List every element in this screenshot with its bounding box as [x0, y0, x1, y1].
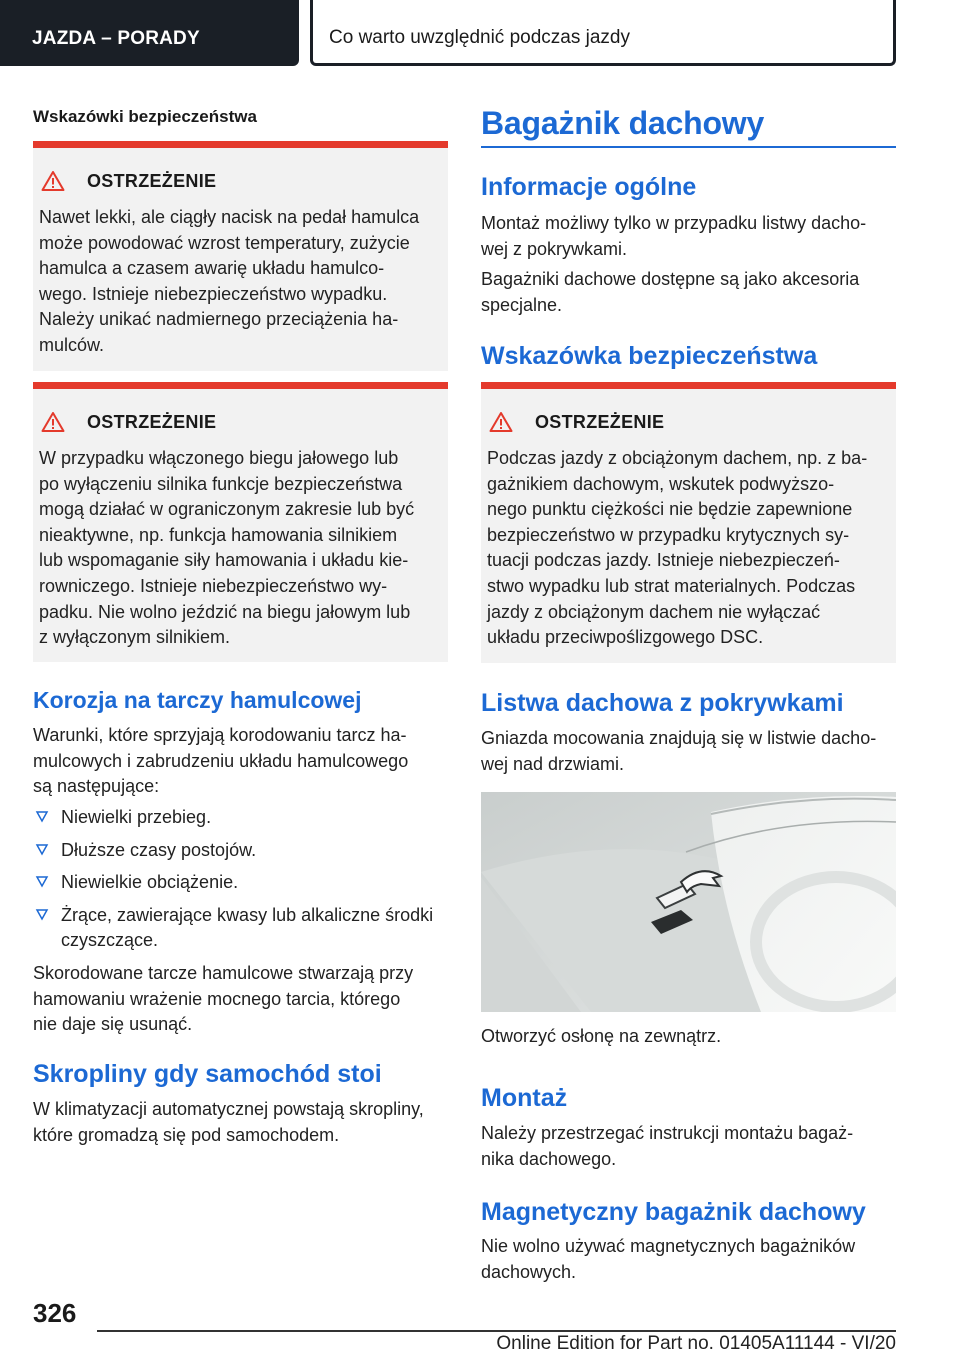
magnetic-rack-heading: Magnetyczny bagażnik dachowy — [481, 1198, 866, 1226]
list-item-text: Żrące, zawierające kwasy lub alkaliczne środki czyszczące. — [61, 904, 434, 950]
bullet-triangle-icon — [35, 906, 49, 922]
text-line: Skorodowane tarcze hamulcowe stwarzają przy — [33, 963, 414, 983]
condensate-text — [33, 1097, 453, 1148]
warning-header — [41, 170, 216, 192]
warning-line: rowniczego. Istnieje niebezpieczeństwo wy- — [39, 575, 388, 596]
mounting-heading: Montaż — [481, 1084, 568, 1112]
bullet-triangle-icon — [35, 808, 49, 824]
warning-line: jazdy z obciążonym dachem nie wyłączać — [487, 601, 821, 622]
warning-triangle-icon — [489, 411, 513, 433]
warning-line: hamulca a czasem awarię układu hamulco- — [39, 258, 385, 279]
text-line: Należy przestrzegać instrukcji montażu bagaż- — [481, 1123, 854, 1143]
text-line: dachowych. — [481, 1261, 577, 1282]
warning-triangle-icon — [41, 170, 65, 192]
text-line: W klimatyzacji automatycznej powstają skropliny, — [33, 1099, 424, 1119]
list-item — [33, 805, 453, 831]
warning-body — [487, 446, 890, 651]
header-section-tab — [0, 0, 299, 66]
text-line: wej nad drzwiami. — [481, 753, 625, 774]
warning-title: OSTRZEŻENIE — [87, 411, 217, 432]
text-line: specjalne. — [481, 294, 563, 315]
list-item — [33, 838, 453, 864]
safety-tips-heading: Wskazówki bezpieczeństwa — [33, 107, 257, 126]
corrosion-outro — [33, 961, 448, 1038]
warning-title: OSTRZEŻENIE — [535, 411, 665, 432]
mounting-text — [481, 1121, 896, 1172]
page-number: 326 — [33, 1298, 77, 1328]
warning-box-loaded-roof — [481, 382, 896, 663]
warning-box-brake-pressure — [33, 141, 448, 371]
general-info-p2 — [481, 267, 896, 318]
warning-line: padku. Nie wolno jeździć na biegu jałowym lub — [39, 601, 411, 622]
warning-line: Należy unikać nadmiernego przeciążenia ha- — [39, 309, 399, 330]
roof-rail-heading: Listwa dachowa z pokrywkami — [481, 689, 844, 717]
header-title: Co warto uwzględnić podczas jazdy — [329, 27, 630, 48]
warning-line: bezpieczeństwo w przypadku krytycznych sy- — [487, 524, 850, 545]
warning-line: wego. Istnieje niebezpieczeństwo wypadku. — [39, 283, 388, 304]
general-info-p1 — [481, 211, 896, 262]
warning-header — [41, 411, 216, 433]
magnetic-rack-text — [481, 1234, 896, 1285]
warning-line: Podczas jazdy z obciążonym dachem, np. z ba- — [487, 448, 868, 468]
general-info-heading: Informacje ogólne — [481, 173, 697, 201]
warning-line: może powodować wzrost temperatury, zużycie — [39, 232, 410, 253]
text-line: które gromadzą się pod samochodem. — [33, 1124, 340, 1145]
warning-title: OSTRZEŻENIE — [87, 170, 217, 191]
text-line: hamowaniu wrażenie mocnego tarcia, którego — [33, 988, 401, 1009]
footer-divider — [97, 1330, 896, 1332]
warning-line: z wyłączonym silnikiem. — [39, 627, 231, 648]
text-line: Warunki, które sprzyjają korodowaniu tarcz ha- — [33, 725, 407, 745]
header-section-label: JAZDA – PORADY — [32, 28, 200, 49]
roof-rail-cover-photo — [481, 792, 896, 1012]
warning-line: nego punktu ciężkości nie będzie zapewnione — [487, 499, 853, 520]
warning-line: stwo wypadku lub strat materialnych. Podczas — [487, 575, 856, 596]
warning-line: Nawet lekki, ale ciągły nacisk na pedał hamulca — [39, 207, 420, 227]
list-item-text: Niewielkie obciążenie. — [61, 872, 239, 892]
warning-triangle-icon — [41, 411, 65, 433]
warning-line: układu przeciwpoślizgowego DSC. — [487, 627, 764, 648]
corrosion-heading: Korozja na tarczy hamulcowej — [33, 687, 362, 713]
list-item-text: Dłuższe czasy postojów. — [61, 839, 257, 860]
warning-line: tuacji podczas jazdy. Istnieje niebezpieczeń- — [487, 550, 840, 571]
text-line: Nie wolno używać magnetycznych bagażników — [481, 1236, 856, 1256]
warning-body — [39, 205, 442, 359]
warning-line: mulców. — [39, 334, 105, 355]
header-title-tab — [310, 0, 896, 66]
text-line: Gniazda mocowania znajdują się w listwie dacho- — [481, 728, 877, 748]
roof-rail-illustration — [481, 792, 896, 1012]
list-item — [33, 870, 453, 896]
text-line: nie daje się usunąć. — [33, 1014, 193, 1034]
warning-line: gażnikiem dachowym, wskutek podwyższo- — [487, 473, 835, 494]
condensate-heading: Skropliny gdy samochód stoi — [33, 1060, 382, 1088]
page-title: Bagażnik dachowy — [481, 105, 765, 141]
warning-line: lub wspomaganie siły hamowania i układu kie- — [39, 550, 409, 571]
corrosion-intro — [33, 723, 448, 800]
warning-line: nieaktywne, np. funkcja hamowania silnikiem — [39, 524, 398, 545]
warning-line: po wyłączeniu silnika funkcje bezpieczeństwa — [39, 473, 403, 494]
warning-line: mogą działać w ograniczonym zakresie lub być — [39, 499, 415, 520]
photo-caption: Otworzyć osłonę na zewnątrz. — [481, 1026, 722, 1046]
text-line: wej z pokrywkami. — [481, 238, 628, 259]
bullet-triangle-icon — [35, 873, 49, 889]
list-item-text: Niewielki przebieg. — [61, 807, 212, 827]
text-line: mulcowych i zabrudzeniu układu hamulcowego — [33, 750, 409, 771]
warning-box-idle-gear — [33, 382, 448, 662]
footer-edition: Online Edition for Part no. 01405A11144 - VI/20 — [496, 1333, 896, 1354]
list-item — [33, 903, 453, 954]
title-underline — [481, 146, 896, 148]
warning-header — [489, 411, 664, 433]
text-line: są następujące: — [33, 776, 160, 796]
text-line: Montaż możliwy tylko w przypadku listwy dacho- — [481, 213, 867, 233]
safety-tip-heading: Wskazówka bezpieczeństwa — [481, 342, 818, 370]
warning-line: W przypadku włączonego biegu jałowego lub — [39, 448, 399, 468]
text-line: nika dachowego. — [481, 1148, 617, 1169]
bullet-triangle-icon — [35, 841, 49, 857]
corrosion-conditions-list — [33, 805, 453, 961]
roof-rail-text — [481, 726, 901, 777]
text-line: Bagażniki dachowe dostępne są jako akcesoria — [481, 269, 860, 289]
warning-body — [39, 446, 442, 651]
